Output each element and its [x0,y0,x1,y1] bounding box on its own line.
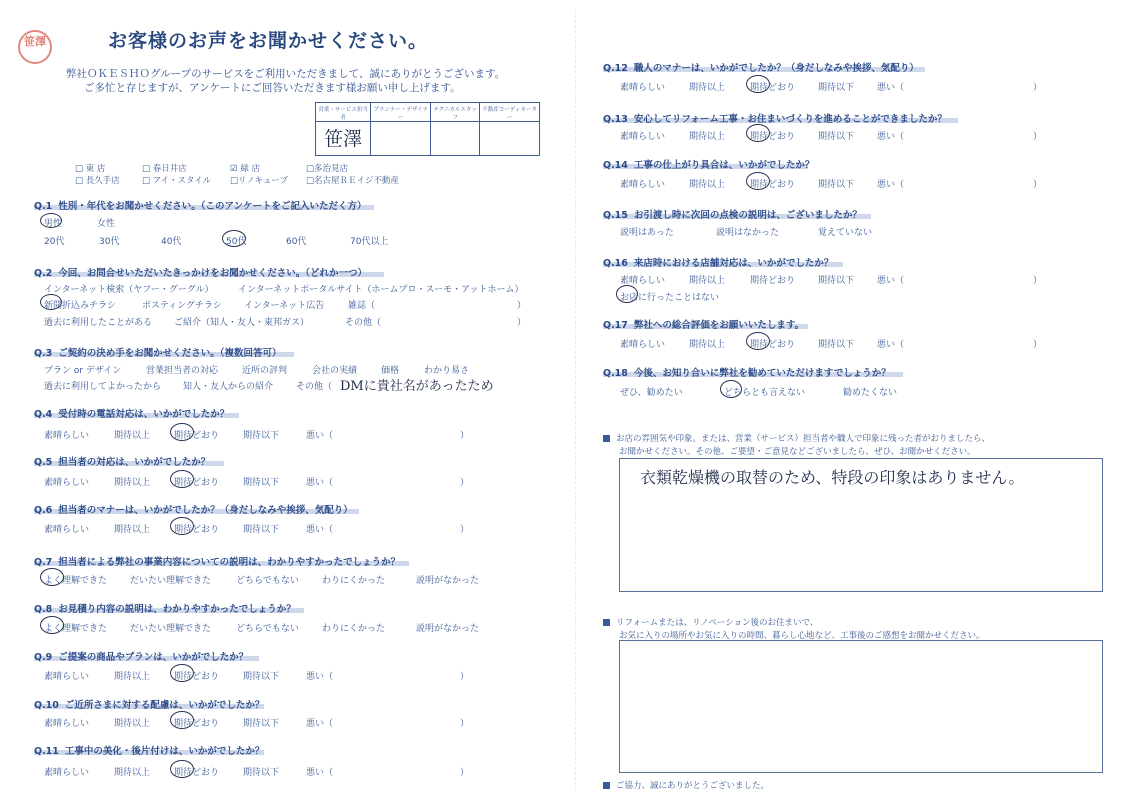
store-tajimi-checkbox[interactable]: □多治見店 [306,164,349,174]
q4-expected-circle-mark [170,423,194,441]
q6-title: Q.6 担当者のマナーは、いかがでしたか？（身だしなみや挨拶、気配り） [34,505,353,516]
q2-other-paren-close: ） [517,318,527,328]
q13-option-bad[interactable]: 悪い（ [877,132,905,142]
q13-option-expected[interactable]: 期待どおり [750,132,796,142]
q17-paren-close: ） [1033,340,1043,350]
q6-option-excellent[interactable]: 素晴らしい [44,525,90,535]
q16-option-expected[interactable]: 期待どおり [750,276,796,286]
q17-option-expected[interactable]: 期待どおり [750,340,796,350]
q16-option-excellent[interactable]: 素晴らしい [620,276,666,286]
q1-age-70s-plus[interactable]: 70代以上 [350,237,389,247]
q12-title: Q.12 職人のマナーは、いかがでしたか？（身だしなみや挨拶、気配り） [603,63,919,74]
q5-option-bad[interactable]: 悪い（ [306,478,334,488]
q15-title: Q.15 お引渡し時に次回の点検の説明は、ございましたか？ [603,210,862,221]
q17-option-below[interactable]: 期待以下 [818,340,855,350]
q5-title: Q.5 担当者の対応は、いかがでしたか？ [34,457,211,468]
q8-option-unclear[interactable]: わりにくかった [322,624,386,634]
q14-option-above[interactable]: 期待以上 [689,180,726,190]
store-kasugai-checkbox[interactable]: □ 春日井店 [142,164,187,174]
q5-option-expected[interactable]: 期待どおり [174,478,220,488]
q17-option-bad[interactable]: 悪い（ [877,340,905,350]
q3-plan-design[interactable]: プラン or デザイン [44,366,122,376]
q6-option-below[interactable]: 期待以下 [243,525,280,535]
q11-option-expected[interactable]: 期待どおり [174,768,220,778]
q1-male-circle-mark [40,213,62,228]
q7-option-understood[interactable]: よく理解できた [44,576,108,586]
seal-stamp: 笹澤 [18,30,52,64]
q1-age-20s[interactable]: 20代 [44,237,65,247]
q7-title: Q.7 担当者による弊社の事業内容についての説明は、わかりやすかったでしょうか？ [34,557,401,568]
q15-option-explained[interactable]: 説明はあった [620,228,674,238]
q18-option-definitely[interactable]: ぜひ、勧めたい [620,388,683,398]
center-divider [575,10,576,790]
q11-option-above[interactable]: 期待以上 [114,768,151,778]
q11-expected-circle-mark [170,760,194,778]
comment1-prompt-line-2: お聞かせください。その他、ご要望・ご意見などございましたら、ぜひ、お聞かせください。 [619,447,976,457]
store-higashi-checkbox[interactable]: □ 東 店 [75,164,106,174]
q3-clarity[interactable]: わかり易さ [424,366,470,376]
thanks-note: ご協力、誠にありがとうございました。 [603,779,769,791]
q1-title: Q.1 性別・年代をお聞かせください。（このアンケートをご記入いただく方） [34,201,367,212]
q18-option-neutral[interactable]: どちらとも言えない [724,388,806,398]
comment1-prompt-line-1: お店の雰囲気や印象。または、営業（サービス）担当者や職人で印象に残った者がおりましたら、 [603,432,990,444]
q12-option-expected[interactable]: 期待どおり [750,83,796,93]
q14-option-bad[interactable]: 悪い（ [877,180,905,190]
q17-expected-circle-mark [746,332,770,350]
q2-portal-site[interactable]: インターネットポータルサイト（ホームプロ・スーモ・アットホーム） [238,285,524,295]
q2-newspaper-flyer[interactable]: 新聞折込みチラシ [44,301,117,311]
q16-title: Q.16 来店時における店舗対応は、いかがでしたか？ [603,258,834,269]
q9-option-above[interactable]: 期待以上 [114,672,151,682]
q8-option-mostly[interactable]: だいたい理解できた [130,624,212,634]
q2-newspaper-circle-mark [40,294,62,310]
bullet-square-icon [603,435,610,442]
staff-table [315,102,540,156]
q17-option-above[interactable]: 期待以上 [689,340,726,350]
q4-option-expected[interactable]: 期待どおり [174,431,220,441]
q15-option-not-explained[interactable]: 説明はなかった [716,228,780,238]
q7-option-unclear[interactable]: わりにくかった [322,576,386,586]
q1-age-60s[interactable]: 60代 [286,237,307,247]
q2-referral[interactable]: ご紹介（知人・友人・東邦ガス） [174,318,310,328]
q3-title: Q.3 ご契約の決め手をお聞かせください。（複数回答可） [34,348,282,359]
q14-paren-close: ） [1033,180,1043,190]
q9-paren-close: ） [460,672,470,682]
q4-title: Q.4 受付時の電話対応は、いかがでしたか？ [34,409,230,420]
q4-option-bad[interactable]: 悪い（ [306,431,334,441]
q4-option-above[interactable]: 期待以上 [114,431,151,441]
staff-header-technical: テクニカルスタッフ [431,103,480,122]
page-title: お客様のお声をお聞かせください。 [108,30,429,52]
staff-header-planner: プランナー・デザイナー [371,103,431,122]
q10-option-above[interactable]: 期待以上 [114,719,151,729]
q6-expected-circle-mark [170,517,194,535]
q1-male[interactable]: 男性 [44,219,63,229]
q1-age-50s-circle-mark [222,230,246,247]
comment1-textarea[interactable] [619,458,1103,592]
q9-option-expected[interactable]: 期待どおり [174,672,220,682]
q4-option-excellent[interactable]: 素晴らしい [44,431,90,441]
q5-paren-close: ） [460,478,470,488]
q7-understood-circle-mark [40,568,64,586]
q6-option-above[interactable]: 期待以上 [114,525,151,535]
intro-line-2: ご多忙と存じますが、アンケートにご回答いただきます様お願い申し上げます。 [84,82,461,94]
q13-expected-circle-mark [746,124,770,142]
comment1-handwritten-answer: 衣類乾燥機の取替のため、特段の印象はありません。 [640,468,1025,487]
q8-option-understood[interactable]: よく理解できた [44,624,108,634]
q16-option-bad[interactable]: 悪い（ [877,276,905,286]
q14-title: Q.14 工事の仕上がり具合は、いかがでしたか？ [603,160,815,171]
q9-option-bad[interactable]: 悪い（ [306,672,334,682]
q9-option-excellent[interactable]: 素晴らしい [44,672,90,682]
q6-option-expected[interactable]: 期待どおり [174,525,220,535]
staff-header-sales: 営業・サービス担当者 [316,103,371,122]
staff-header-realestate: 不動産コーディネーター [480,103,540,122]
q2-magazine[interactable]: 雑誌（ [348,301,376,311]
q6-option-bad[interactable]: 悪い（ [306,525,334,535]
q1-age-30s[interactable]: 30代 [99,237,120,247]
q3-friend-referral[interactable]: 知人・友人からの紹介 [183,382,274,392]
q16-option-above[interactable]: 期待以上 [689,276,726,286]
q7-option-mostly[interactable]: だいたい理解できた [130,576,212,586]
q10-title: Q.10 ご近所さまに対する配慮は、いかがでしたか？ [34,700,265,711]
q9-expected-circle-mark [170,664,194,682]
q2-internet-ad[interactable]: インターネット広告 [244,301,325,311]
q7-option-no-explanation[interactable]: 説明がなかった [416,576,480,586]
store-nagakute-checkbox[interactable]: □ 長久手店 [75,176,120,186]
q11-option-below[interactable]: 期待以下 [243,768,280,778]
q6-paren-close: ） [460,525,470,535]
q7-option-neutral[interactable]: どちらでもない [236,576,299,586]
q13-title: Q.13 安心してリフォーム工事・お住まいづくりを進めることができましたか？ [603,114,947,125]
q3-price[interactable]: 価格 [381,366,400,376]
staff-sales-name: 笹澤 [324,128,363,150]
q14-option-expected[interactable]: 期待どおり [750,180,796,190]
q1-age-40s[interactable]: 40代 [161,237,182,247]
q3-good-experience[interactable]: 過去に利用してよかったから [44,382,162,392]
q12-option-bad[interactable]: 悪い（ [877,83,905,93]
q5-expected-circle-mark [170,470,194,488]
q8-option-no-explanation[interactable]: 説明がなかった [416,624,480,634]
bullet-square-icon [603,619,610,626]
q10-option-expected[interactable]: 期待どおり [174,719,220,729]
intro-line-1: 弊社ＯＫＥＳＨＯグループのサービスをご利用いただきまして、誠にありがとうございます。 [66,68,506,80]
q12-option-excellent[interactable]: 素晴らしい [620,83,666,93]
q10-option-excellent[interactable]: 素晴らしい [44,719,90,729]
comment2-textarea[interactable] [619,640,1103,773]
q2-used-before[interactable]: 過去に利用したことがある [44,318,153,328]
q10-paren-close: ） [460,719,470,729]
q4-option-below[interactable]: 期待以下 [243,431,280,441]
q8-understood-circle-mark [40,616,64,634]
q8-title: Q.8 お見積り内容の説明は、わかりやすかったでしょうか？ [34,604,296,615]
q11-title: Q.11 工事中の美化・後片付けは、いかがでしたか？ [34,746,265,757]
q12-paren-close: ） [1033,83,1043,93]
q9-title: Q.9 ご提案の商品やプランは、いかがでしたか？ [34,652,249,663]
q14-option-below[interactable]: 期待以下 [818,180,855,190]
q5-option-below[interactable]: 期待以下 [243,478,280,488]
q17-option-excellent[interactable]: 素晴らしい [620,340,666,350]
q18-title: Q.18 今後、お知り合いに弊社を勧めていただけますでしょうか？ [603,368,891,379]
q4-paren-close: ） [460,431,470,441]
q2-posting-flyer[interactable]: ポスティングチラシ [142,301,222,311]
q5-option-above[interactable]: 期待以上 [114,478,151,488]
q2-internet-search[interactable]: インターネット検索（ヤフー・グーグル） [44,285,214,295]
comment2-prompt-line-1: リフォームまたは、リノベーション後のお住まいで、 [603,616,818,628]
staff-technical-cell[interactable] [431,122,480,156]
q13-option-excellent[interactable]: 素晴らしい [620,132,666,142]
q3-handwritten-answer: DMに貴社名があったため [340,379,494,394]
staff-sales-cell[interactable] [316,122,371,156]
q16-option-below[interactable]: 期待以下 [818,276,855,286]
q13-option-below[interactable]: 期待以下 [818,132,855,142]
q1-female[interactable]: 女性 [97,219,116,229]
q13-option-above[interactable]: 期待以上 [689,132,726,142]
q16-never-visited-circle-mark [616,285,638,303]
q15-option-dont-remember[interactable]: 覚えていない [818,228,873,238]
q10-option-below[interactable]: 期待以下 [243,719,280,729]
q1-age-50s[interactable]: 50代 [226,237,247,247]
bullet-square-icon [603,782,610,789]
q14-expected-circle-mark [746,172,770,190]
q12-option-above[interactable]: 期待以上 [689,83,726,93]
q11-option-bad[interactable]: 悪い（ [306,768,334,778]
q18-neutral-circle-mark [720,380,742,398]
q3-reputation[interactable]: 近所の評判 [242,366,288,376]
q18-option-would-not[interactable]: 勧めたくない [843,388,898,398]
q2-magazine-paren-close: ） [517,301,527,311]
store-re-realestate-checkbox[interactable]: □名古屋ＲＥイジ不動産 [306,176,400,186]
q13-paren-close: ） [1033,132,1043,142]
q2-title: Q.2 今回、お問合せいただいたきっかけをお聞かせください。（どれか一つ） [34,268,368,279]
q11-option-excellent[interactable]: 素晴らしい [44,768,90,778]
q12-expected-circle-mark [746,75,770,93]
comment2-prompt-line-2: お気に入りの場所やお気に入りの時間、暮らし心地など、工事後のご感想をお聞かせください。 [619,631,985,641]
q8-option-neutral[interactable]: どちらでもない [236,624,299,634]
q16-paren-close: ） [1033,276,1043,286]
staff-realestate-cell[interactable] [480,122,540,156]
store-midori-checkbox[interactable]: ☑ 緑 店 [230,164,261,174]
q10-option-bad[interactable]: 悪い（ [306,719,334,729]
q10-expected-circle-mark [170,711,194,729]
store-istyle-checkbox[interactable]: □ アイ・スタイル [142,176,212,186]
q3-sales-rep[interactable]: 営業担当者の対応 [146,366,219,376]
q2-other[interactable]: その他（ [345,318,382,328]
q14-option-excellent[interactable]: 素晴らしい [620,180,666,190]
q3-track-record[interactable]: 会社の実績 [312,366,358,376]
q16-option-never-visited[interactable]: お店に行ったことはない [620,293,720,303]
q3-other[interactable]: その他（ [296,382,333,392]
q12-option-below[interactable]: 期待以下 [818,83,855,93]
staff-planner-cell[interactable] [371,122,431,156]
q11-paren-close: ） [460,768,470,778]
q5-option-excellent[interactable]: 素晴らしい [44,478,90,488]
store-renocube-checkbox[interactable]: □リノキューブ [230,176,288,186]
q17-title: Q.17 弊社への総合評価をお願いいたします。 [603,320,805,331]
q9-option-below[interactable]: 期待以下 [243,672,280,682]
